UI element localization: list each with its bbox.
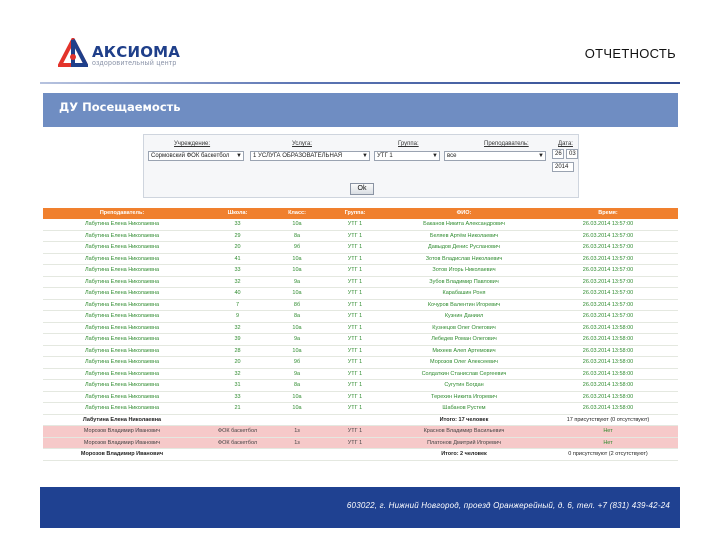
cell-school: ФОК баскетбол bbox=[217, 428, 258, 434]
cell-class: 10а bbox=[292, 255, 302, 262]
cell-school: 28 bbox=[234, 347, 241, 354]
logo-subtitle: оздоровительный центр bbox=[92, 60, 177, 67]
group-select[interactable]: УТГ 1 ▼ bbox=[374, 151, 440, 161]
cell-name: Кочуров Валентин Игоревич bbox=[427, 301, 501, 308]
cell-name: Лебедев Роман Олегович bbox=[431, 336, 497, 342]
table-row[interactable] bbox=[43, 392, 678, 404]
cell-group: УТГ 1 bbox=[347, 244, 363, 250]
cell-school: 39 bbox=[234, 336, 241, 342]
cell-time: 26.03.2014 13:58:00 bbox=[582, 347, 634, 354]
table-row[interactable] bbox=[43, 403, 678, 415]
cell-class: 10а bbox=[292, 405, 302, 411]
cell-time: 26.03.2014 13:58:00 bbox=[582, 336, 634, 342]
cell-time: 26.03.2014 13:57:00 bbox=[582, 232, 634, 239]
cell-teacher: Лабутина Елена Николаевна bbox=[84, 278, 160, 285]
cell-name: Баканов Никита Александрович bbox=[423, 221, 505, 227]
cell-group: УТГ 1 bbox=[347, 232, 363, 239]
chevron-down-icon: ▼ bbox=[432, 153, 438, 159]
footer-address: 603022, г. Нижний Новгород, проезд Оранжерейный, д. 6, тел. +7 (831) 439-42-24 bbox=[346, 501, 670, 510]
cell-school: 20 bbox=[234, 359, 241, 365]
cell-name: Кузнин Даниил bbox=[444, 313, 484, 319]
summary-row-teacher-1 bbox=[43, 415, 678, 427]
cell-group: УТГ 1 bbox=[347, 255, 363, 262]
teachers-label: Преподаватель: bbox=[484, 141, 529, 147]
cell-teacher: Лабутина Елена Николаевна bbox=[84, 370, 160, 377]
cell-teacher: Лабутина Елена Николаевна bbox=[84, 232, 160, 239]
cell-class: 9а bbox=[293, 336, 301, 342]
cell-class: 10а bbox=[292, 347, 302, 354]
panel-title: ДУ Посещаемость bbox=[59, 100, 181, 114]
cell-teacher: Лабутина Елена Николаевна bbox=[84, 301, 160, 308]
cell-class: 10а bbox=[292, 267, 302, 273]
cell-time: Нет bbox=[603, 428, 613, 434]
institution-select[interactable]: Сормовский ФОК баскетбол ▼ bbox=[148, 151, 244, 161]
cell-school: 32 bbox=[234, 278, 241, 285]
cell-time: Нет bbox=[603, 439, 613, 446]
table-row[interactable] bbox=[43, 346, 678, 358]
summary-teacher: Морозов Владимир Иванович bbox=[80, 451, 164, 457]
cell-group: УТГ 1 bbox=[347, 290, 363, 296]
table-row[interactable] bbox=[43, 242, 678, 254]
table-row[interactable] bbox=[43, 277, 678, 289]
cell-group: УТГ 1 bbox=[347, 359, 363, 365]
cell-school: 40 bbox=[234, 290, 241, 296]
cell-name: Кузнецов Олег Олегович bbox=[432, 324, 496, 331]
summary-total: Итого: 17 человек bbox=[439, 416, 489, 423]
chevron-down-icon: ▼ bbox=[236, 153, 242, 159]
cell-school: 33 bbox=[234, 221, 241, 227]
cell-school: 33 bbox=[234, 393, 241, 400]
service-select[interactable]: 1 УСЛУГА ОБРАЗОВАТЕЛЬНАЯ ▼ bbox=[250, 151, 370, 161]
cell-teacher: Лабутина Елена Николаевна bbox=[84, 382, 160, 388]
cell-group: УТГ 1 bbox=[347, 439, 363, 446]
cell-teacher: Лабутина Елена Николаевна bbox=[84, 267, 160, 273]
cell-time: 26.03.2014 13:57:00 bbox=[582, 290, 634, 296]
cell-name: Солдаткин Станислав Сергеевич bbox=[421, 370, 507, 377]
cell-name: Карабашин Роня bbox=[442, 290, 486, 296]
cell-class: 1з bbox=[294, 428, 300, 434]
cell-teacher: Лабутина Елена Николаевна bbox=[84, 347, 160, 354]
date-month-input[interactable]: 03 bbox=[566, 149, 578, 159]
table-row[interactable] bbox=[43, 254, 678, 266]
cell-teacher: Лабутина Елена Николаевна bbox=[84, 255, 160, 262]
report-panel-header bbox=[43, 93, 678, 127]
cell-class: 9б bbox=[293, 359, 301, 365]
cell-name: Шабанов Рустем bbox=[442, 405, 486, 411]
cell-group: УТГ 1 bbox=[347, 405, 363, 411]
teachers-select[interactable]: все ▼ bbox=[444, 151, 546, 161]
col-header-class[interactable]: Класс: bbox=[288, 210, 306, 216]
cell-teacher: Морозов Владимир Иванович bbox=[83, 439, 161, 446]
table-header-row bbox=[43, 208, 678, 219]
cell-class: 9а bbox=[293, 278, 301, 285]
cell-teacher: Морозов Владимир Иванович bbox=[83, 428, 161, 434]
summary-present: 0 присутствуют (2 отсутствуют) bbox=[568, 451, 648, 457]
cell-time: 26.03.2014 13:57:00 bbox=[582, 267, 634, 273]
cell-time: 26.03.2014 13:58:00 bbox=[582, 370, 634, 377]
col-header-school[interactable]: Школа: bbox=[227, 210, 248, 216]
cell-school: 41 bbox=[234, 255, 241, 262]
cell-group: УТГ 1 bbox=[347, 313, 363, 319]
cell-school: 32 bbox=[234, 324, 241, 331]
header-divider bbox=[40, 82, 680, 84]
cell-time: 26.03.2014 13:57:00 bbox=[582, 244, 634, 250]
date-year-input[interactable]: 2014 bbox=[552, 162, 574, 172]
cell-class: 8а bbox=[293, 232, 301, 239]
table-row[interactable] bbox=[43, 438, 678, 450]
cell-name: Давыдов Денис Русланович bbox=[428, 244, 500, 250]
table-row[interactable] bbox=[43, 300, 678, 312]
cell-time: 26.03.2014 13:57:00 bbox=[582, 255, 634, 262]
cell-school: 29 bbox=[234, 232, 241, 239]
cell-school: 7 bbox=[235, 301, 240, 308]
cell-teacher: Лабутина Елена Николаевна bbox=[84, 405, 160, 411]
ok-button[interactable]: Ok bbox=[350, 183, 374, 195]
cell-teacher: Лабутина Елена Николаевна bbox=[84, 393, 160, 400]
table-row[interactable] bbox=[43, 357, 678, 369]
page-title: ОТЧЕТНОСТЬ bbox=[584, 46, 676, 61]
logo-triangle-icon bbox=[58, 38, 88, 68]
date-day-input[interactable]: 26 bbox=[552, 149, 564, 159]
table-row[interactable] bbox=[43, 311, 678, 323]
date-label: Дата: bbox=[558, 141, 573, 147]
cell-group: УТГ 1 bbox=[347, 267, 363, 273]
cell-group: УТГ 1 bbox=[347, 324, 363, 331]
summary-row-teacher-2 bbox=[43, 449, 678, 461]
table-row[interactable] bbox=[43, 426, 678, 438]
group-label: Группа: bbox=[398, 141, 419, 147]
cell-name: Зубов Владимир Павлович bbox=[429, 278, 499, 285]
col-header-time[interactable]: Время: bbox=[598, 210, 618, 216]
cell-school: 33 bbox=[234, 267, 241, 273]
cell-name: Краснов Владимир Васильевич bbox=[423, 428, 505, 434]
table-row[interactable] bbox=[43, 288, 678, 300]
service-label: Услуга: bbox=[292, 141, 312, 147]
cell-school: 21 bbox=[234, 405, 241, 411]
cell-group: УТГ 1 bbox=[347, 221, 363, 227]
cell-school: 20 bbox=[234, 244, 241, 250]
cell-class: 1з bbox=[294, 439, 300, 446]
company-logo bbox=[58, 38, 181, 74]
cell-class: 9а bbox=[293, 370, 301, 377]
cell-time: 26.03.2014 13:57:00 bbox=[582, 301, 634, 308]
cell-group: УТГ 1 bbox=[347, 278, 363, 285]
cell-name: Михеев Алеп Артемович bbox=[432, 347, 496, 354]
cell-teacher: Лабутина Елена Николаевна bbox=[84, 359, 160, 365]
cell-teacher: Лабутина Елена Николаевна bbox=[84, 221, 160, 227]
cell-class: 8б bbox=[293, 301, 301, 308]
table-row[interactable] bbox=[43, 380, 678, 392]
cell-class: 10а bbox=[292, 221, 302, 227]
cell-time: 26.03.2014 13:58:00 bbox=[582, 382, 634, 388]
cell-teacher: Лабутина Елена Николаевна bbox=[84, 244, 160, 250]
col-header-teacher[interactable]: Преподаватель: bbox=[99, 210, 145, 216]
cell-name: Платонов Дмитрий Игоревич bbox=[427, 439, 501, 446]
cell-name: Морозов Олег Алексеевич bbox=[430, 359, 498, 365]
cell-group: УТГ 1 bbox=[347, 428, 363, 434]
cell-name: Зотов Игорь Николаевич bbox=[432, 267, 496, 273]
table-row[interactable] bbox=[43, 231, 678, 243]
summary-present: 17 присутствуют (0 отсутствуют) bbox=[566, 416, 650, 423]
filter-form bbox=[143, 134, 579, 198]
cell-class: 8а bbox=[293, 382, 301, 388]
cell-name: Зотов Владислав Николаевич bbox=[425, 255, 503, 262]
attendance-table bbox=[43, 208, 678, 461]
cell-group: УТГ 1 bbox=[347, 370, 363, 377]
cell-time: 26.03.2014 13:57:00 bbox=[582, 313, 634, 319]
footer-bar bbox=[40, 487, 680, 528]
cell-school: 31 bbox=[234, 382, 241, 388]
col-header-group[interactable]: Группа: bbox=[344, 210, 366, 216]
cell-time: 26.03.2014 13:57:00 bbox=[582, 278, 634, 285]
cell-teacher: Лабутина Елена Николаевна bbox=[84, 336, 160, 342]
table-row[interactable] bbox=[43, 334, 678, 346]
cell-group: УТГ 1 bbox=[347, 382, 363, 388]
table-row[interactable] bbox=[43, 323, 678, 335]
cell-class: 10а bbox=[292, 393, 302, 400]
table-row[interactable] bbox=[43, 369, 678, 381]
summary-teacher: Лабутина Елена Николаевна bbox=[82, 416, 162, 423]
cell-teacher: Лабутина Елена Николаевна bbox=[84, 313, 160, 319]
col-header-name[interactable]: ФИО: bbox=[456, 210, 472, 216]
chevron-down-icon: ▼ bbox=[362, 153, 368, 159]
cell-time: 26.03.2014 13:58:00 bbox=[582, 393, 634, 400]
cell-group: УТГ 1 bbox=[347, 336, 363, 342]
logo-name: АКСИОМА bbox=[92, 43, 181, 61]
cell-group: УТГ 1 bbox=[347, 393, 363, 400]
cell-time: 26.03.2014 13:58:00 bbox=[582, 324, 634, 331]
cell-class: 9б bbox=[293, 244, 301, 250]
cell-time: 26.03.2014 13:57:00 bbox=[582, 221, 634, 227]
chevron-down-icon: ▼ bbox=[538, 153, 544, 159]
cell-teacher: Лабутина Елена Николаевна bbox=[84, 290, 160, 296]
cell-name: Беляев Артём Николаевич bbox=[429, 232, 499, 239]
cell-teacher: Лабутина Елена Николаевна bbox=[84, 324, 160, 331]
summary-total: Итого: 2 человек bbox=[441, 451, 487, 457]
cell-group: УТГ 1 bbox=[347, 347, 363, 354]
table-row[interactable] bbox=[43, 219, 678, 231]
institution-label: Учреждение: bbox=[174, 141, 211, 147]
cell-name: Сугутин Богдан bbox=[444, 382, 484, 388]
cell-class: 10а bbox=[292, 324, 302, 331]
cell-time: 26.03.2014 13:58:00 bbox=[582, 405, 634, 411]
cell-school: 32 bbox=[234, 370, 241, 377]
cell-class: 10а bbox=[292, 290, 302, 296]
cell-time: 26.03.2014 13:58:00 bbox=[582, 359, 634, 365]
cell-school: ФОК баскетбол bbox=[217, 439, 258, 446]
cell-school: 9 bbox=[235, 313, 240, 319]
cell-name: Терехин Никита Игоревич bbox=[431, 393, 497, 400]
cell-group: УТГ 1 bbox=[347, 301, 363, 308]
cell-class: 8а bbox=[293, 313, 301, 319]
table-row[interactable] bbox=[43, 265, 678, 277]
